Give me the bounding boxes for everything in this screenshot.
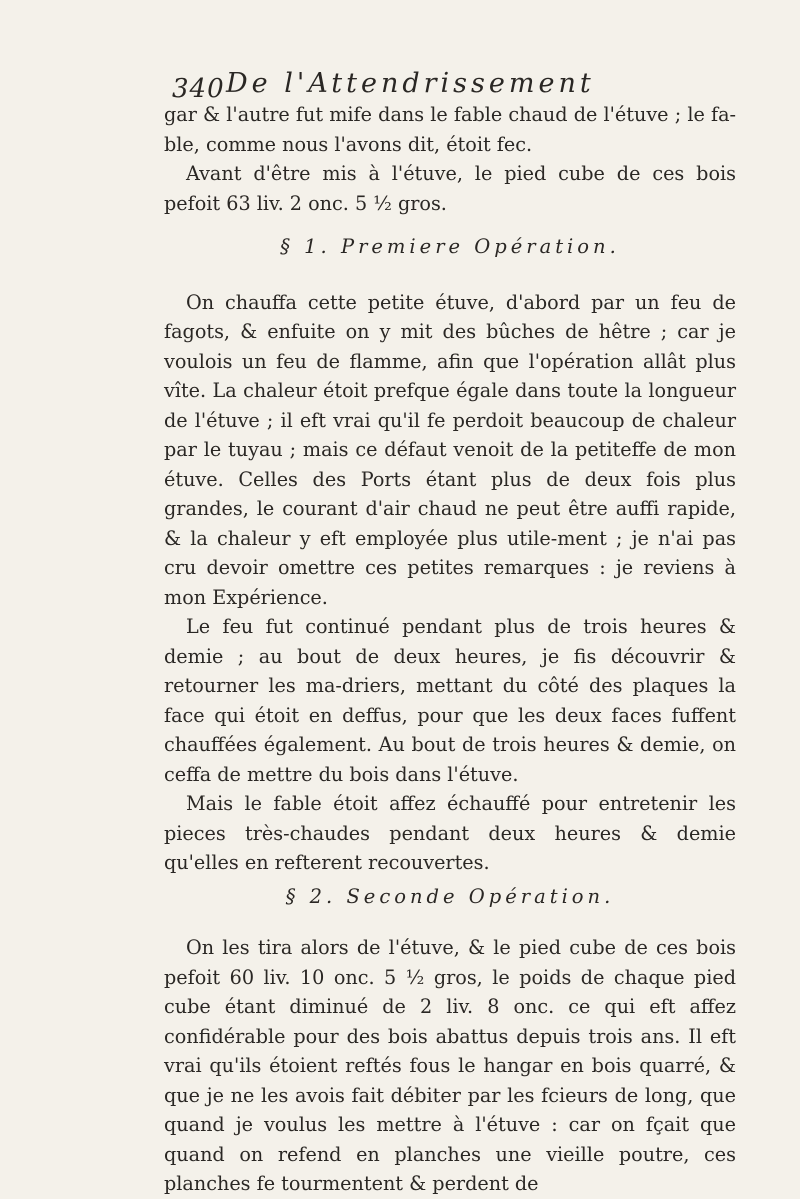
page-number: 340: [172, 74, 225, 104]
paragraph: Le feu fut continué pendant plus de trois heures & demie ; au bout de deux heures, je fis découvrir & retourner les ma-driers, mettant du côté des plaques la face qui étoit en deffus, pour que les deux faces fuffent chauffées également. Au bout de trois heures & demie, on ceffa de mettre du bois dans l'étuve.: [164, 615, 736, 786]
paragraph: Mais le fable étoit affez échauffé pour entretenir les pieces très-chaudes pendant deux heures & demie qu'elles en refterent recouvertes.: [164, 792, 736, 874]
paragraph: On les tira alors de l'étuve, & le pied cube de ces bois pefoit 60 liv. 10 onc. 5 ½ gros, le poids de chaque pied cube étant diminué de 2 liv. 8 onc. ce qui eft affez confidérable pour des bois abattus depuis trois ans. Il eft vrai qu'ils étoient reftés fous le hangar en bois quarré, & que je ne les avois fait débiter par les fcieurs de long, que quand je voulus les mettre à l'étuve : car on fçait que quand on refend en planches une vieille poutre, ces planches fe tourmentent & perdent de: [164, 936, 736, 1195]
section-heading: § 2. Seconde Opération.: [285, 884, 615, 908]
running-title: De l'Attendrissement: [226, 68, 595, 99]
section-heading: § 1. Premiere Opération.: [280, 235, 620, 258]
body-text: [164, 100, 736, 1199]
paragraph: On chauffa cette petite étuve, d'abord par un feu de fagots, & enfuite on y mit des bûches de hêtre ; car je voulois un feu de flamme, afin que l'opération allât plus vîte. La chaleur étoit prefque égale dans toute la longueur de l'étuve ; il eft vrai qu'il fe perdoit beaucoup de chaleur par le tuyau ; mais ce défaut venoit de la petiteffe de mon étuve. Celles des Ports étant plus de deux fois plus grandes, le courant d'air chaud ne peut être auffi rapide, & la chaleur y eft employée plus utile-ment ; je n'ai pas cru devoir omettre ces petites remarques : je reviens à mon Expérience.: [164, 290, 736, 609]
paragraph: gar & l'autre fut mife dans le fable chaud de l'étuve ; le fa-ble, comme nous l'avons dit, étoit fec.: [164, 103, 736, 156]
paragraph: Avant d'être mis à l'étuve, le pied cube de ces bois pefoit 63 liv. 2 onc. 5 ½ gros.: [164, 162, 736, 215]
